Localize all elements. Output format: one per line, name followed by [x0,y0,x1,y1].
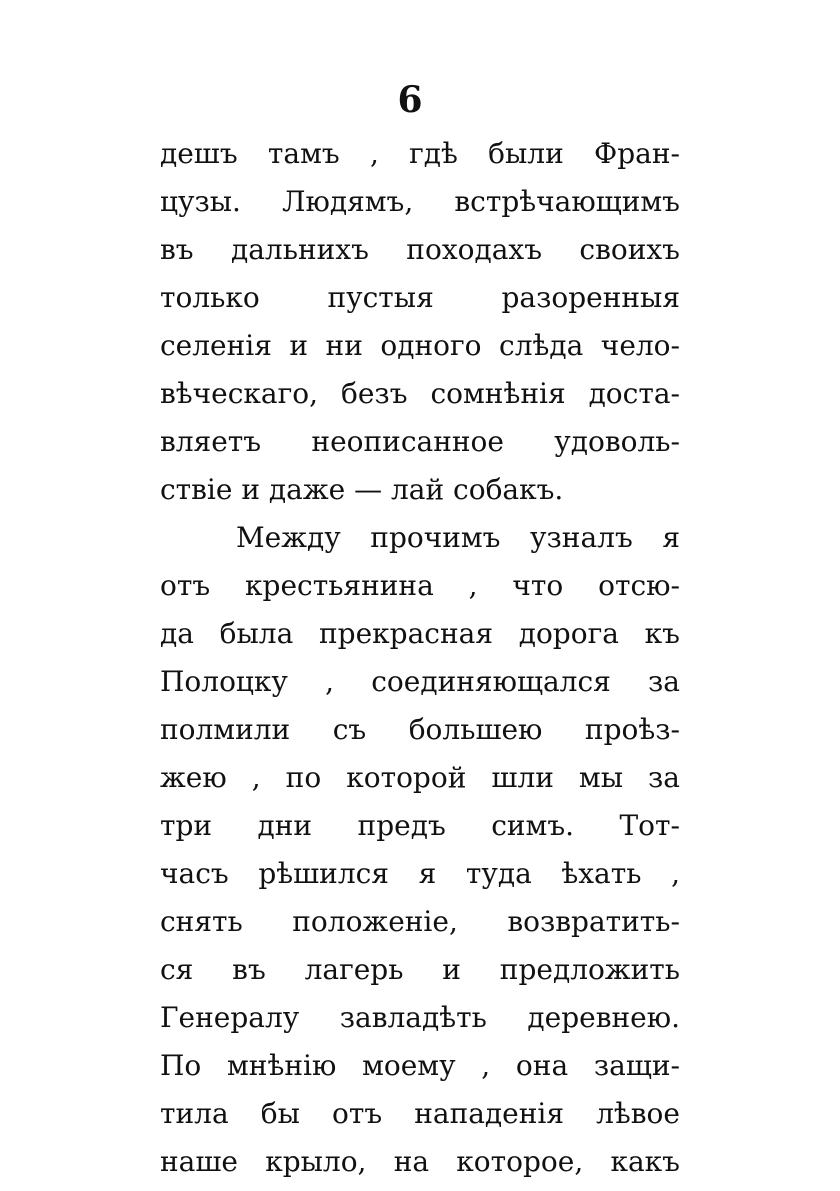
text-line: вѣческаго, безъ сомнѣнія достa- [160,377,680,410]
text-line: Полоцку , соединяющался за [160,665,680,698]
text-line: Между прочимъ узналъ я [236,521,680,554]
text-line: да была прекрасная дорога къ [160,617,680,650]
text-line: снять положеніе, возвратить- [160,905,680,938]
text-line: цузы. Людямъ, встрѣчающимъ [160,185,680,218]
text-line: только пустыя разоренныя [160,281,680,314]
text-line: По мнѣнію моему , она защи- [160,1049,680,1082]
text-line: ствіе и даже — лай собакъ. [160,473,564,506]
text-line: Генералу завладѣть деревнею. [160,1001,680,1034]
text-line: три дни предъ симъ. Тот- [160,809,680,842]
text-line: вляетъ неописанное удоволь- [160,425,680,458]
text-line: полмили съ большею проѣз- [160,713,680,746]
text-line: жею , по которой шли мы за [160,761,680,794]
text-line: селенія и ни одного слѣда чело- [160,329,680,362]
text-body [160,130,680,1186]
text-line: часъ рѣшился я туда ѣхать , [160,857,680,890]
text-line: тила бы отъ нападенія лѣвое [160,1097,680,1130]
text-line: наше крыло, на которое, какъ [160,1145,680,1178]
page-number: 6 [397,79,423,121]
text-line: ся въ лагерь и предложить [160,953,680,986]
text-line: дешъ тамъ , гдѣ были Фран- [160,137,680,170]
text-line: отъ крестьянина , что отсю- [160,569,680,602]
text-line: въ дальнихъ походахъ своихъ [160,233,680,266]
